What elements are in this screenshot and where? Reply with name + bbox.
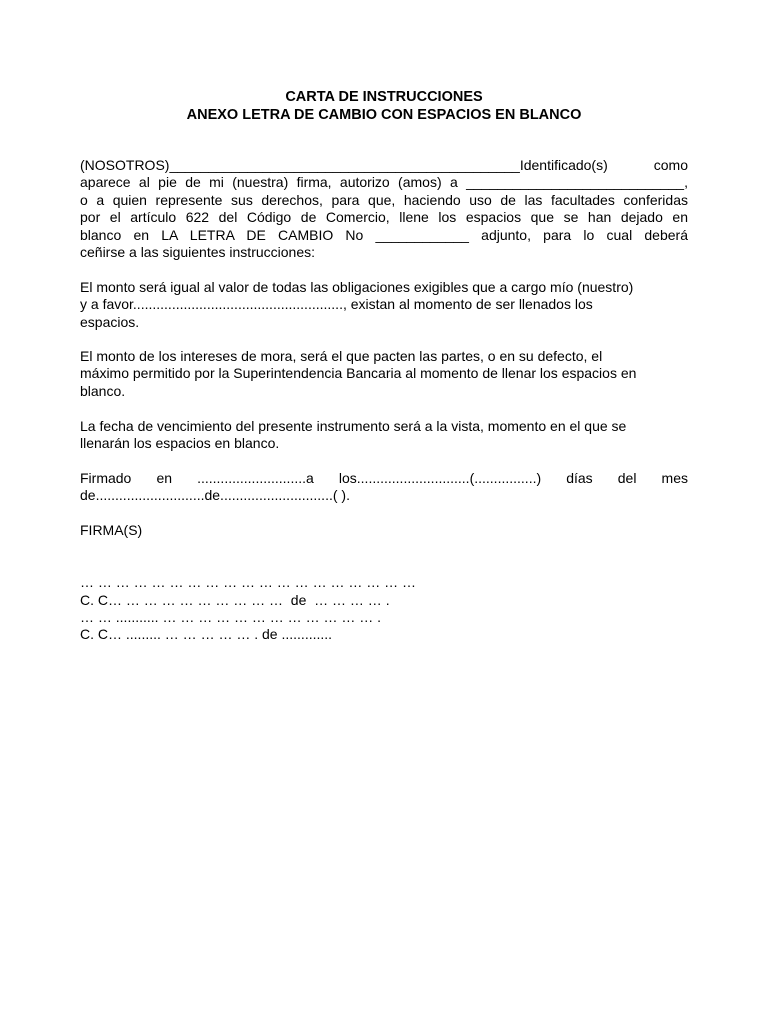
- paragraph-interest: [80, 348, 688, 400]
- text-span: Firmado: [80, 470, 132, 486]
- signature-label: FIRMA(S): [80, 522, 143, 538]
- signature-cc-line: C. C… ......... … … … … … . de .............: [80, 626, 333, 642]
- text-span: días: [566, 470, 593, 486]
- document-subtitle: ANEXO LETRA DE CAMBIO CON ESPACIOS EN BLANCO: [186, 107, 582, 123]
- paragraph-line: La fecha de vencimiento del presente instrumento será a la vista, momento en el que se: [80, 418, 627, 434]
- paragraph-line: por el artículo 622 del Código de Comercio, llene los espacios que se han dejado en: [80, 209, 688, 226]
- paragraph-line: aparece al pie de mi (nuestra) firma, autorizo (amos) a ____________________________,: [80, 174, 688, 191]
- paragraph-line: [80, 157, 688, 174]
- paragraph-line: El monto de los intereses de mora, será el que pacten las partes, o en su defecto, el: [80, 348, 603, 364]
- signature-line: … … … … … … … … … … … … … … … … … … …: [80, 574, 417, 590]
- paragraph-due-date: [80, 418, 688, 453]
- text-span: ............................a: [197, 470, 314, 486]
- paragraph-line: [80, 470, 688, 487]
- paragraph-line: o a quien represente sus derechos, para que, haciendo uso de las facultades conferidas: [80, 191, 688, 208]
- paragraph-authorization: [80, 157, 688, 261]
- paragraph-line: llenarán los espacios en blanco.: [80, 435, 280, 452]
- document-title: CARTA DE INSTRUCCIONES: [285, 89, 483, 105]
- text-span: del: [617, 470, 637, 486]
- paragraph-line: máximo permitido por la Superintendencia Bancaria al momento de llenar los espacios en: [80, 365, 637, 382]
- text-span: los.............................(................): [338, 470, 542, 486]
- paragraph-amount: [80, 279, 688, 331]
- paragraph-line: de............................de.............................( ).: [80, 487, 350, 504]
- text-span: mes: [661, 470, 688, 486]
- signature-line: … … ........... … … … … … … … … … … … … .: [80, 609, 382, 625]
- paragraph-line: ceñirse a las siguientes instrucciones:: [80, 243, 316, 260]
- paragraph-line: y a favor......................................................, existan al momento de ser llenados los: [80, 296, 593, 313]
- paragraph-line: espacios.: [80, 313, 140, 330]
- paragraph-line: El monto será igual al valor de todas las obligaciones exigibles que a cargo mío (nuestro): [80, 279, 634, 295]
- text-span: (NOSOTROS)_____________________________________________Identificado(s): [80, 157, 608, 173]
- paragraph-line: blanco en LA LETRA DE CAMBIO No ____________ adjunto, para lo cual deberá: [80, 226, 688, 243]
- text-span: como: [653, 157, 688, 173]
- text-span: en: [156, 470, 173, 486]
- signature-cc-line: C. C… … … … … … … … … … de … … … … .: [80, 592, 390, 608]
- paragraph-signed-date: [80, 470, 688, 505]
- paragraph-line: blanco.: [80, 382, 126, 399]
